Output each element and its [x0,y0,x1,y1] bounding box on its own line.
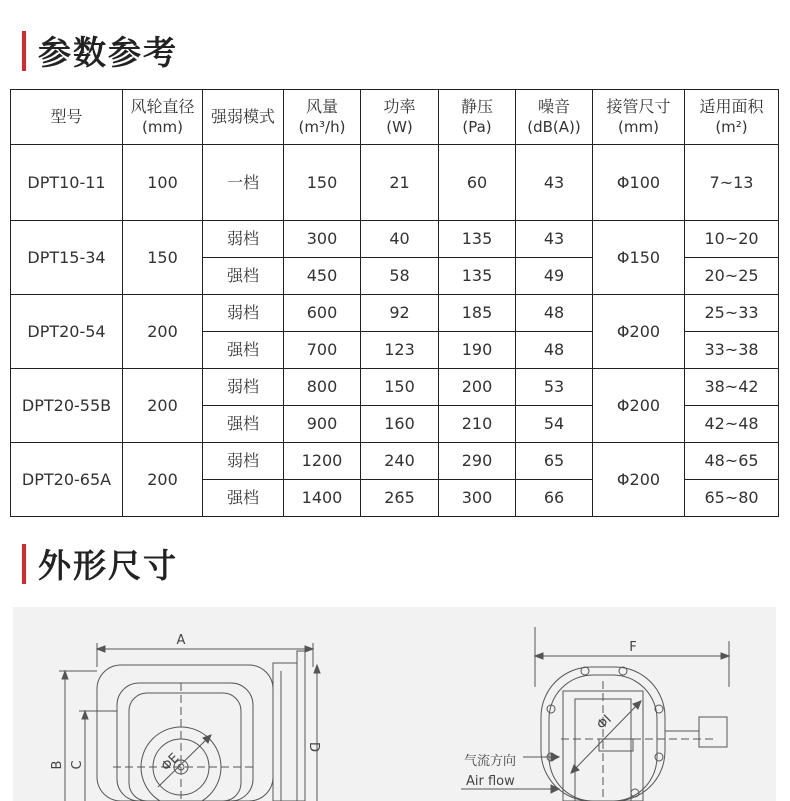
cell-power: 58 [361,258,439,295]
airflow-label-cn: 气流方向 [464,754,517,769]
cell-area: 65~80 [685,480,779,517]
spec-table [10,89,779,517]
cell-airflow: 150 [284,145,361,221]
cell-power: 123 [361,332,439,369]
header-mode: 强弱模式 [203,90,284,145]
header-area: 适用面积 (m²) [685,90,779,145]
cell-model: DPT10-11 [11,145,123,221]
header-airflow: 风量 (m³/h) [284,90,361,145]
label-i: ΦI [594,712,615,733]
header-noise: 噪音 (dB(A)) [516,90,593,145]
cell-pressure: 190 [439,332,516,369]
cell-diameter: 150 [123,221,203,295]
cell-pipe: Φ150 [593,221,685,295]
cell-noise: 53 [516,369,593,406]
cell-model: DPT20-55B [11,369,123,443]
cell-power: 160 [361,406,439,443]
cell-power: 92 [361,295,439,332]
cell-diameter: 200 [123,369,203,443]
header-diameter: 风轮直径 (mm) [123,90,203,145]
fan-body-outline [97,665,273,801]
section-title-dimensions [22,540,178,587]
cell-noise: 48 [516,332,593,369]
label-f: F [629,640,637,655]
cell-area: 38~42 [685,369,779,406]
label-b: B [50,760,65,770]
cell-airflow: 600 [284,295,361,332]
cell-noise: 49 [516,258,593,295]
table-header-row [11,90,779,145]
title-accent-bar [22,31,26,71]
cell-pipe: Φ200 [593,295,685,369]
table-row [11,369,779,406]
cell-noise: 48 [516,295,593,332]
cell-airflow: 300 [284,221,361,258]
cell-pressure: 210 [439,406,516,443]
cell-pressure: 290 [439,443,516,480]
cell-area: 25~33 [685,295,779,332]
header-power: 功率 (W) [361,90,439,145]
cell-airflow: 900 [284,406,361,443]
dimension-drawing [13,607,776,801]
table-row [11,443,779,480]
cell-area: 7~13 [685,145,779,221]
cell-power: 240 [361,443,439,480]
cell-pressure: 300 [439,480,516,517]
cell-mode: 一档 [203,145,284,221]
cell-power: 150 [361,369,439,406]
cell-pressure: 185 [439,295,516,332]
cell-model: DPT20-65A [11,443,123,517]
cell-diameter: 200 [123,443,203,517]
cell-pipe: Φ100 [593,145,685,221]
title-accent-bar [22,544,26,584]
section-title-text: 参数参考 [38,33,178,72]
dimension-drawing-svg [13,607,776,801]
cell-area: 20~25 [685,258,779,295]
cell-area: 42~48 [685,406,779,443]
cell-noise: 66 [516,480,593,517]
label-c: C [70,760,85,770]
cell-pressure: 135 [439,258,516,295]
cell-pipe: Φ200 [593,369,685,443]
label-e: ΦE [158,750,183,775]
cell-area: 33~38 [685,332,779,369]
cell-diameter: 100 [123,145,203,221]
cell-airflow: 1400 [284,480,361,517]
section-title-params [22,27,178,74]
cell-noise: 65 [516,443,593,480]
label-a: A [176,633,186,648]
cell-area: 10~20 [685,221,779,258]
cell-diameter: 200 [123,295,203,369]
cell-noise: 43 [516,221,593,258]
cell-mode: 弱档 [203,295,284,332]
cell-pressure: 135 [439,221,516,258]
section-title-text: 外形尺寸 [38,546,178,585]
cell-model: DPT15-34 [11,221,123,295]
cell-airflow: 700 [284,332,361,369]
cell-model: DPT20-54 [11,295,123,369]
cell-mode: 强档 [203,406,284,443]
cell-airflow: 800 [284,369,361,406]
cell-pressure: 200 [439,369,516,406]
cell-mode: 强档 [203,480,284,517]
cell-power: 21 [361,145,439,221]
label-d: D [306,741,321,753]
cell-noise: 54 [516,406,593,443]
cell-mode: 弱档 [203,443,284,480]
cell-airflow: 1200 [284,443,361,480]
cell-area: 48~65 [685,443,779,480]
cell-mode: 弱档 [203,369,284,406]
table-row [11,145,779,221]
table-row [11,295,779,332]
table-row [11,221,779,258]
cell-pressure: 60 [439,145,516,221]
cell-airflow: 450 [284,258,361,295]
cell-mode: 强档 [203,258,284,295]
cell-power: 40 [361,221,439,258]
cell-power: 265 [361,480,439,517]
cell-pipe: Φ200 [593,443,685,517]
header-pressure: 静压 (Pa) [439,90,516,145]
cell-noise: 43 [516,145,593,221]
header-pipe: 接管尺寸 (mm) [593,90,685,145]
cell-mode: 弱档 [203,221,284,258]
airflow-label-en: Air flow [466,774,515,789]
header-model: 型号 [11,90,123,145]
cell-mode: 强档 [203,332,284,369]
